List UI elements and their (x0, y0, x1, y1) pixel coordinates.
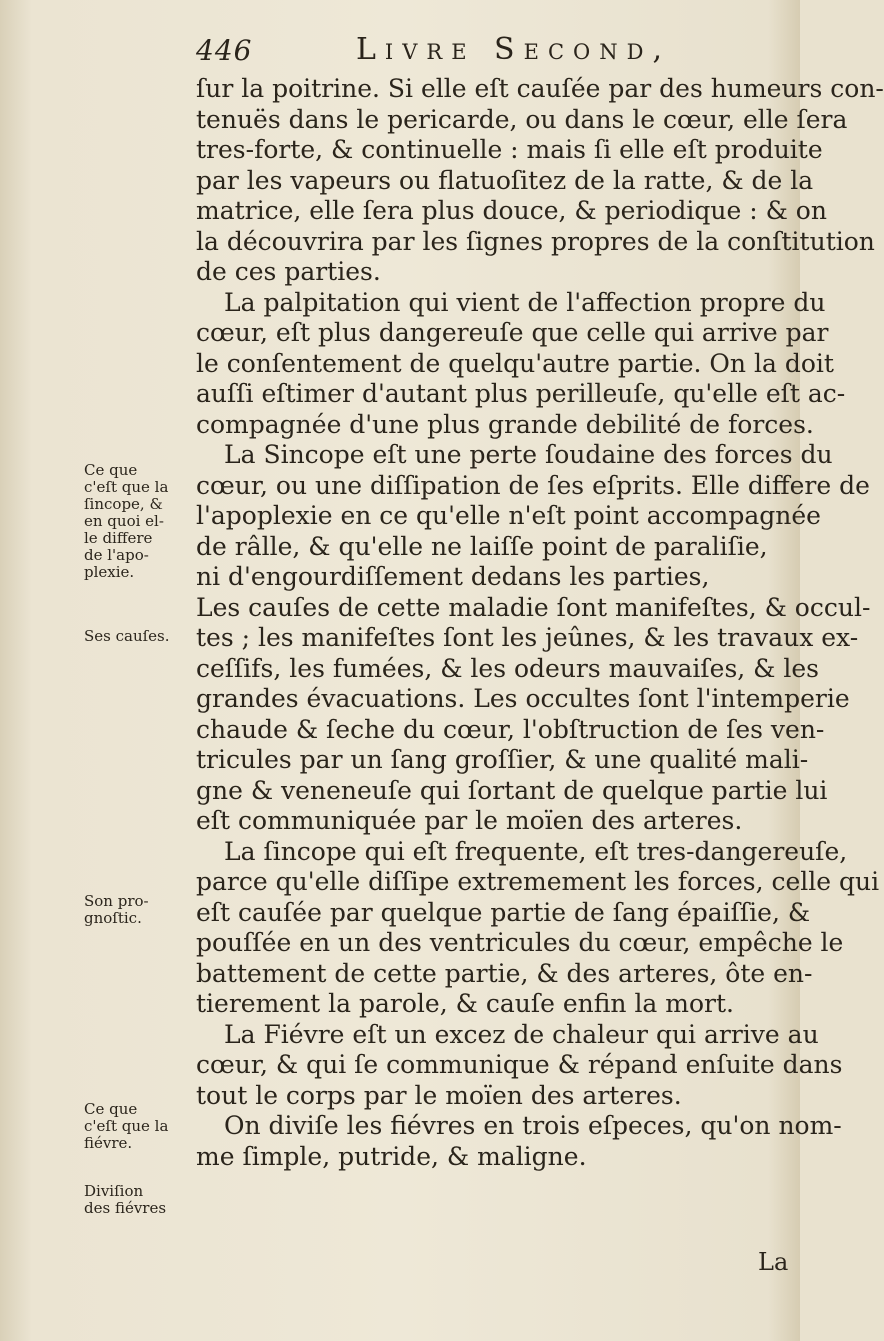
text-line: tricules par un ſang groſſier, & une qualité mali- (196, 745, 809, 774)
text-line: l'apoplexie en ce qu'elle n'eſt point accompagnée (196, 501, 821, 530)
margin-note-line: de l'apo- (84, 546, 149, 564)
running-title: Livre Second, (356, 32, 671, 67)
text-line: eſt cauſée par quelque partie de ſang épaiſſie, & (196, 897, 811, 927)
main-text (196, 74, 884, 1172)
text-line: La Fiévre eſt un excez de chaleur qui arrive au (224, 1019, 819, 1049)
text-line: auſſi eſtimer d'autant plus perilleuſe, qu'elle eſt ac- (196, 379, 846, 408)
text-line: chaude & ſeche du cœur, l'obſtruction de ſes ven- (196, 714, 825, 744)
margin-note-line: gnoſtic. (84, 909, 142, 927)
text-line: tes ; les manifeſtes ſont les jeûnes, & les travaux ex- (196, 623, 859, 652)
margin-note-line: Ce que (84, 1100, 138, 1118)
margin-note-line: ſincope, & (84, 495, 163, 513)
text-line: La palpitation qui vient de l'affection propre du (224, 287, 826, 317)
margin-note-line: fiévre. (84, 1134, 133, 1152)
margin-note-line: c'eſt que la (84, 1117, 169, 1135)
text-line: cœur, ou une diſſipation de ſes eſprits. Elle differe de (196, 470, 870, 500)
margin-note-fever-definition (84, 1101, 190, 1152)
text-line: tres-forte, & continuelle : mais ſi elle eſt produite (196, 135, 823, 164)
text-line: cœur, & qui ſe communique & répand enſuite dans (196, 1050, 843, 1079)
text-line: La Sincope eſt une perte ſoudaine des forces du (224, 440, 833, 469)
margin-note-line: le differe (84, 529, 153, 547)
margin-note-line: en quoi el- (84, 512, 164, 530)
text-line: le conſentement de quelqu'autre partie. On la doit (196, 348, 834, 378)
text-line: battement de cette partie, & des arteres, ôte en- (196, 958, 813, 988)
text-line: par les vapeurs ou flatuoſitez de la ratte, & de la (196, 165, 814, 195)
text-line: Les cauſes de cette maladie ſont manifeſtes, & occul- (196, 592, 871, 622)
text-line: parce qu'elle diſſipe extremement les forces, celle qui (196, 867, 880, 896)
margin-note-line: plexie. (84, 563, 135, 581)
page-number: 446 (196, 34, 253, 67)
margin-note-fever-division (84, 1183, 190, 1217)
margin-note-line: Ses cauſes. (84, 627, 170, 645)
margin-note-line: Son pro- (84, 892, 149, 910)
margin-note-line: Diviſion (84, 1182, 144, 1200)
text-line: La ſincope qui eſt frequente, eſt tres-dangereuſe, (224, 836, 848, 866)
text-line: pouſſée en un des ventricules du cœur, empêche le (196, 928, 844, 957)
text-line: cœur, eſt plus dangereuſe que celle qui arrive par (196, 318, 829, 347)
margin-note-causes (84, 628, 190, 645)
catchword: La (758, 1248, 789, 1276)
text-line: matrice, elle ſera plus douce, & periodique : & on (196, 196, 827, 225)
margin-note-line: c'eſt que la (84, 478, 169, 496)
margin-note-line: des fiévres (84, 1199, 167, 1217)
text-line: tout le corps par le moïen des arteres. (196, 1080, 682, 1110)
margin-note-line: Ce que (84, 461, 138, 479)
text-line: eſt communiquée par le moïen des arteres. (196, 806, 743, 835)
text-line: de râlle, & qu'elle ne laiſſe point de paraliſie, (196, 531, 768, 561)
margin-note-sincope-definition (84, 462, 190, 581)
text-line: ſur la poitrine. Si elle eſt cauſée par des humeurs con- (196, 74, 884, 103)
text-line: tierement la parole, & cauſe enfin la mort. (196, 989, 734, 1018)
text-line: gne & veneneuſe qui ſortant de quelque partie lui (196, 775, 828, 805)
text-line: de ces parties. (196, 257, 381, 286)
text-line: ceſſifs, les fumées, & les odeurs mauvaiſes, & les (196, 653, 819, 683)
margin-note-prognosis (84, 893, 190, 927)
text-line: compagnée d'une plus grande debilité de forces. (196, 409, 814, 439)
text-line: grandes évacuations. Les occultes ſont l'intemperie (196, 684, 850, 713)
text-line: On diviſe les fiévres en trois eſpeces, qu'on nom- (224, 1111, 842, 1140)
text-line: me ſimple, putride, & maligne. (196, 1141, 587, 1171)
text-line: ni d'engourdiſſement dedans les parties, (196, 562, 710, 591)
text-line: tenuës dans le pericarde, ou dans le cœur, elle ſera (196, 104, 848, 134)
page-header (196, 30, 766, 70)
text-line: la découvrira par les ſignes propres de la conſtitution (196, 226, 875, 256)
